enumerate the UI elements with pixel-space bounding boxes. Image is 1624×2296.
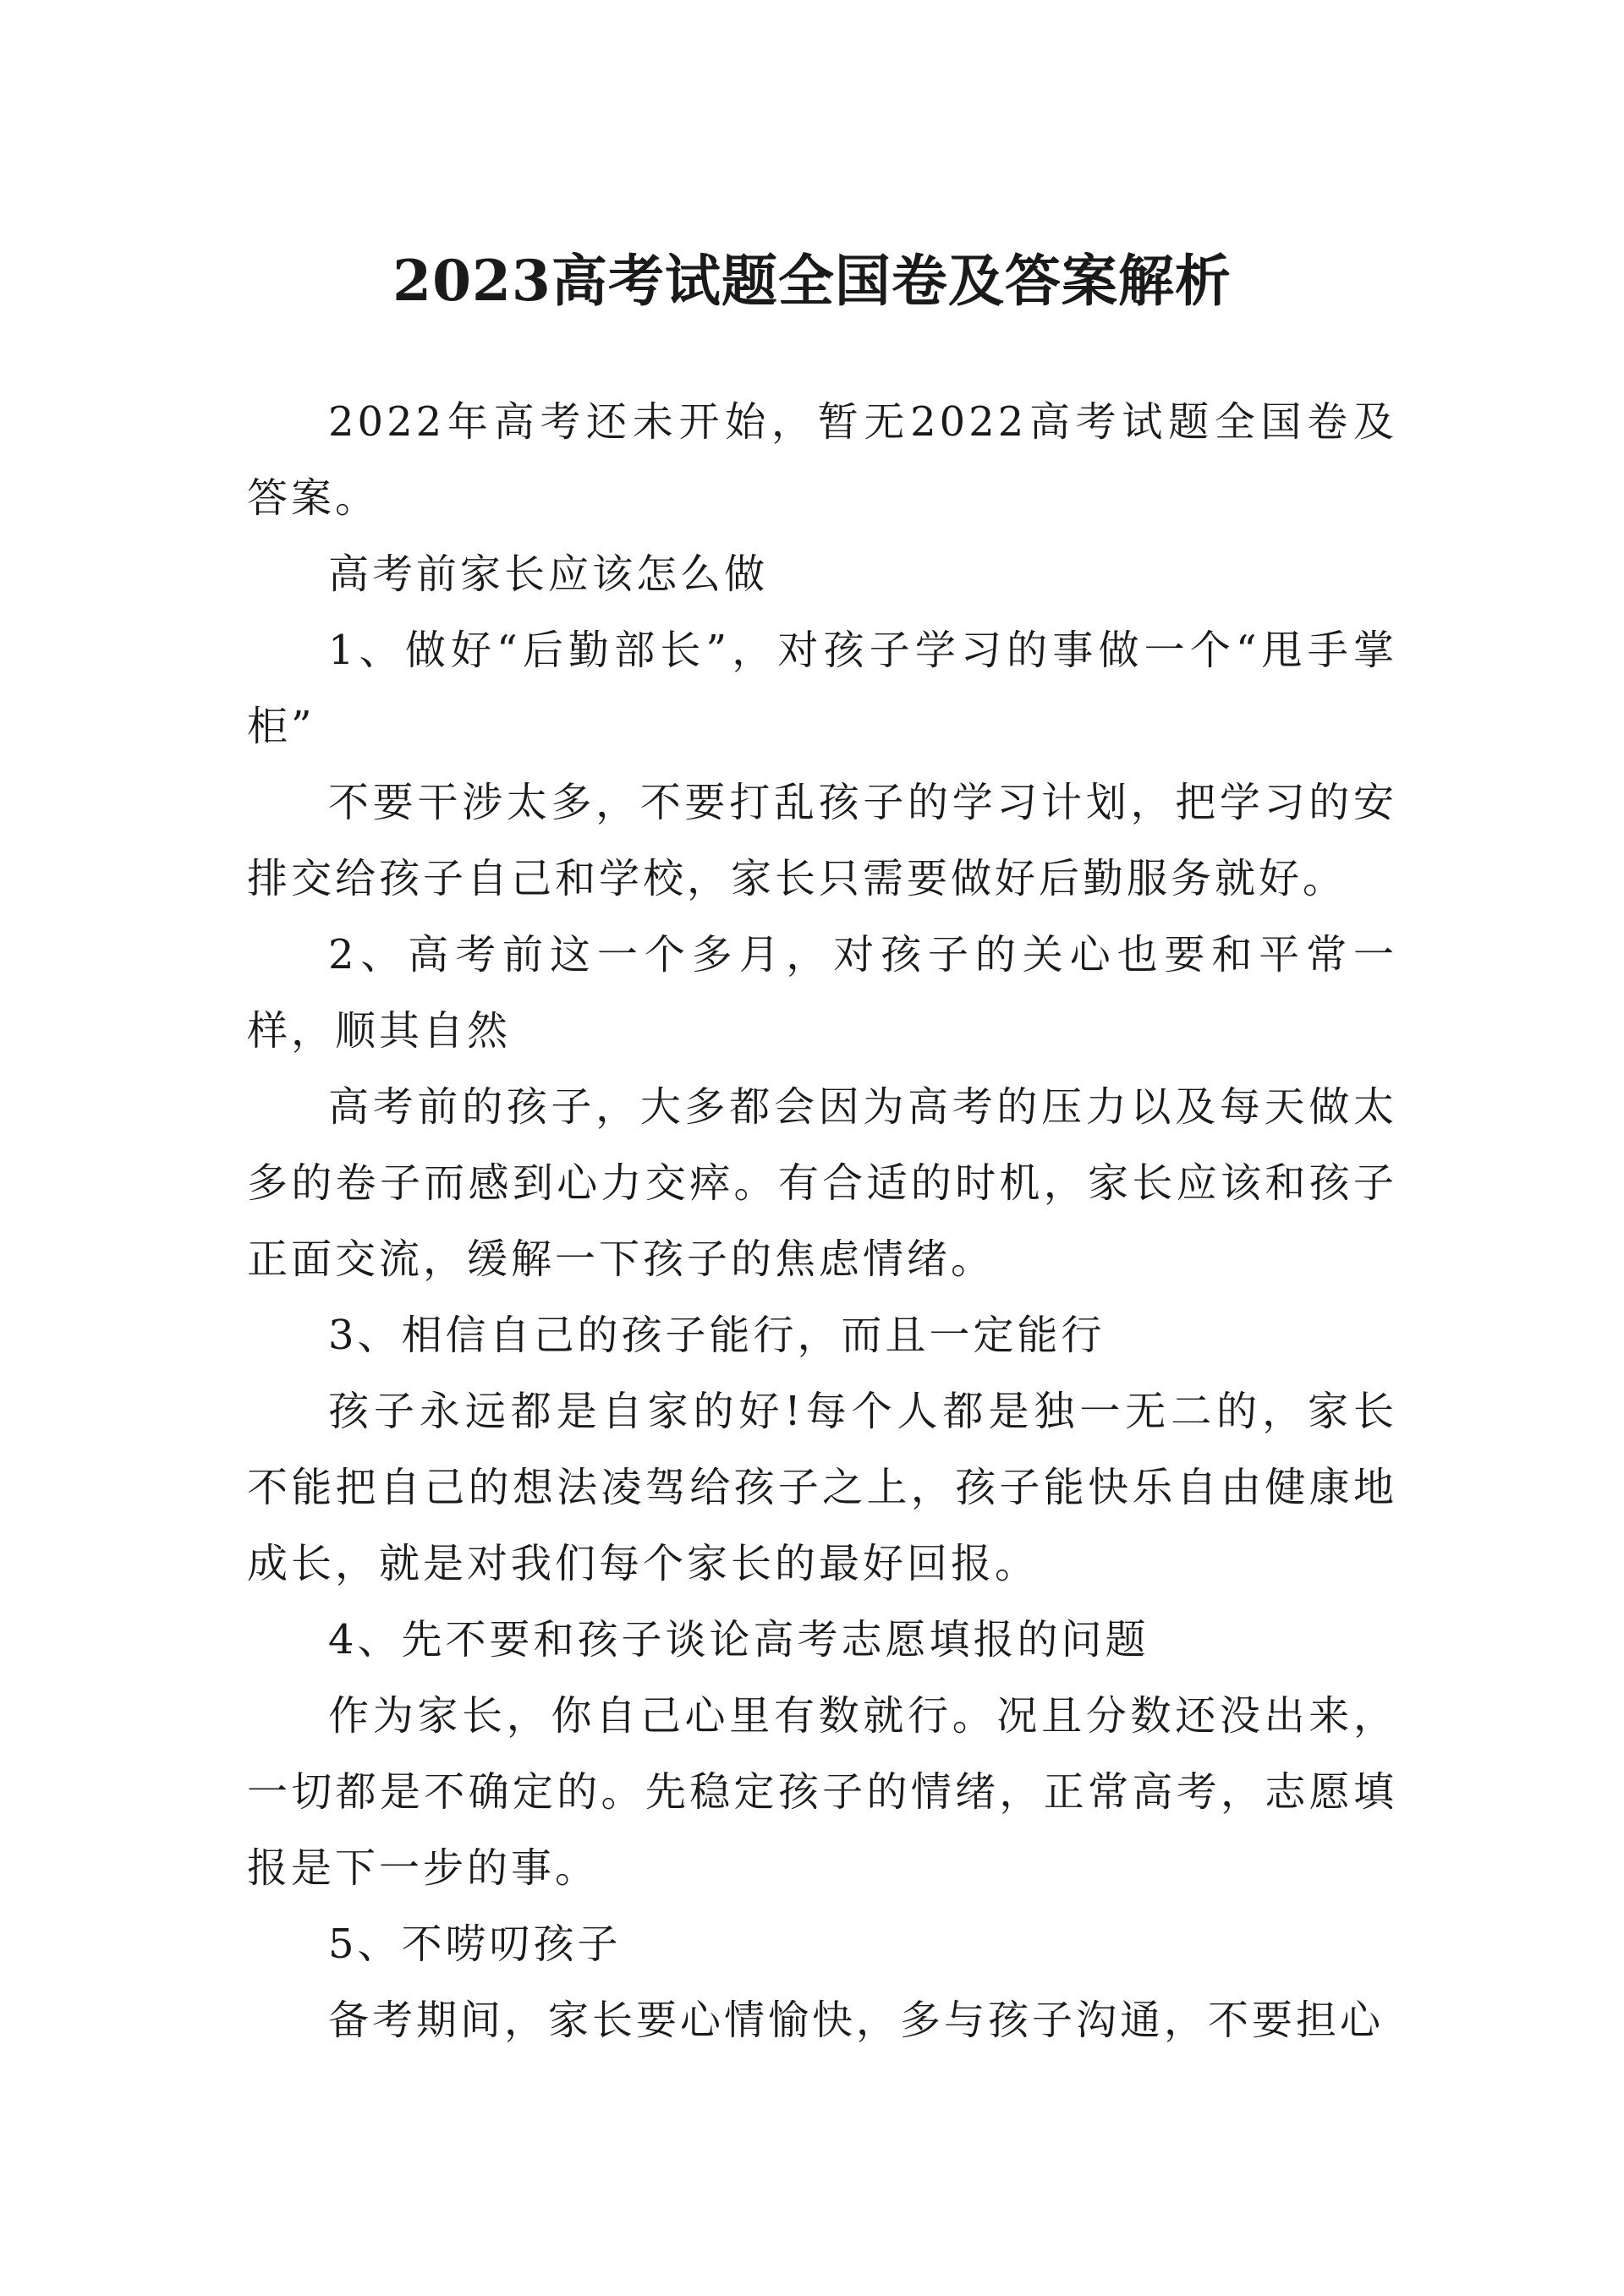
tip-heading-4: 4、先不要和孩子谈论高考志愿填报的问题 xyxy=(328,1616,1149,1663)
paragraph-intro: 2022年高考还未开始，暂无2022高考试题全国卷及答案。 xyxy=(247,398,1397,522)
tip-heading-1: 1、做好“后勤部长”，对孩子学习的事做一个“甩手掌柜” xyxy=(247,627,1397,750)
tip-body-2: 高考前的孩子，大多都会因为高考的压力以及每天做太多的卷子而感到心力交瘁。有合适的时机，家长应该和孩子正面交流，缓解一下孩子的焦虑情绪。 xyxy=(247,1083,1397,1283)
tip-body-5: 备考期间，家长要心情愉快，多与孩子沟通，不要担心 xyxy=(328,1997,1385,2044)
tip-body-4: 作为家长，你自己心里有数就行。况且分数还没出来，一切都是不确定的。先稳定孩子的情绪，正常高考，志愿填报是下一步的事。 xyxy=(247,1692,1397,1892)
tip-heading-5: 5、不唠叨孩子 xyxy=(328,1921,622,1968)
tip-heading-2: 2、高考前这一个多月，对孩子的关心也要和平常一样，顺其自然 xyxy=(247,931,1397,1055)
document-title: 2023高考试题全国卷及答案解析 xyxy=(392,248,1232,315)
section-heading: 高考前家长应该怎么做 xyxy=(328,551,769,598)
tip-heading-3: 3、相信自己的孩子能行，而且一定能行 xyxy=(328,1312,1106,1359)
document-body xyxy=(247,384,1397,2058)
tip-body-3: 孩子永远都是自家的好!每个人都是独一无二的，家长不能把自己的想法凌驾给孩子之上，孩子能快乐自由健康地成长，就是对我们每个家长的最好回报。 xyxy=(247,1388,1397,1587)
tip-body-1: 不要干涉太多，不要打乱孩子的学习计划，把学习的安排交给孩子自己和学校，家长只需要做好后勤服务就好。 xyxy=(247,779,1397,902)
